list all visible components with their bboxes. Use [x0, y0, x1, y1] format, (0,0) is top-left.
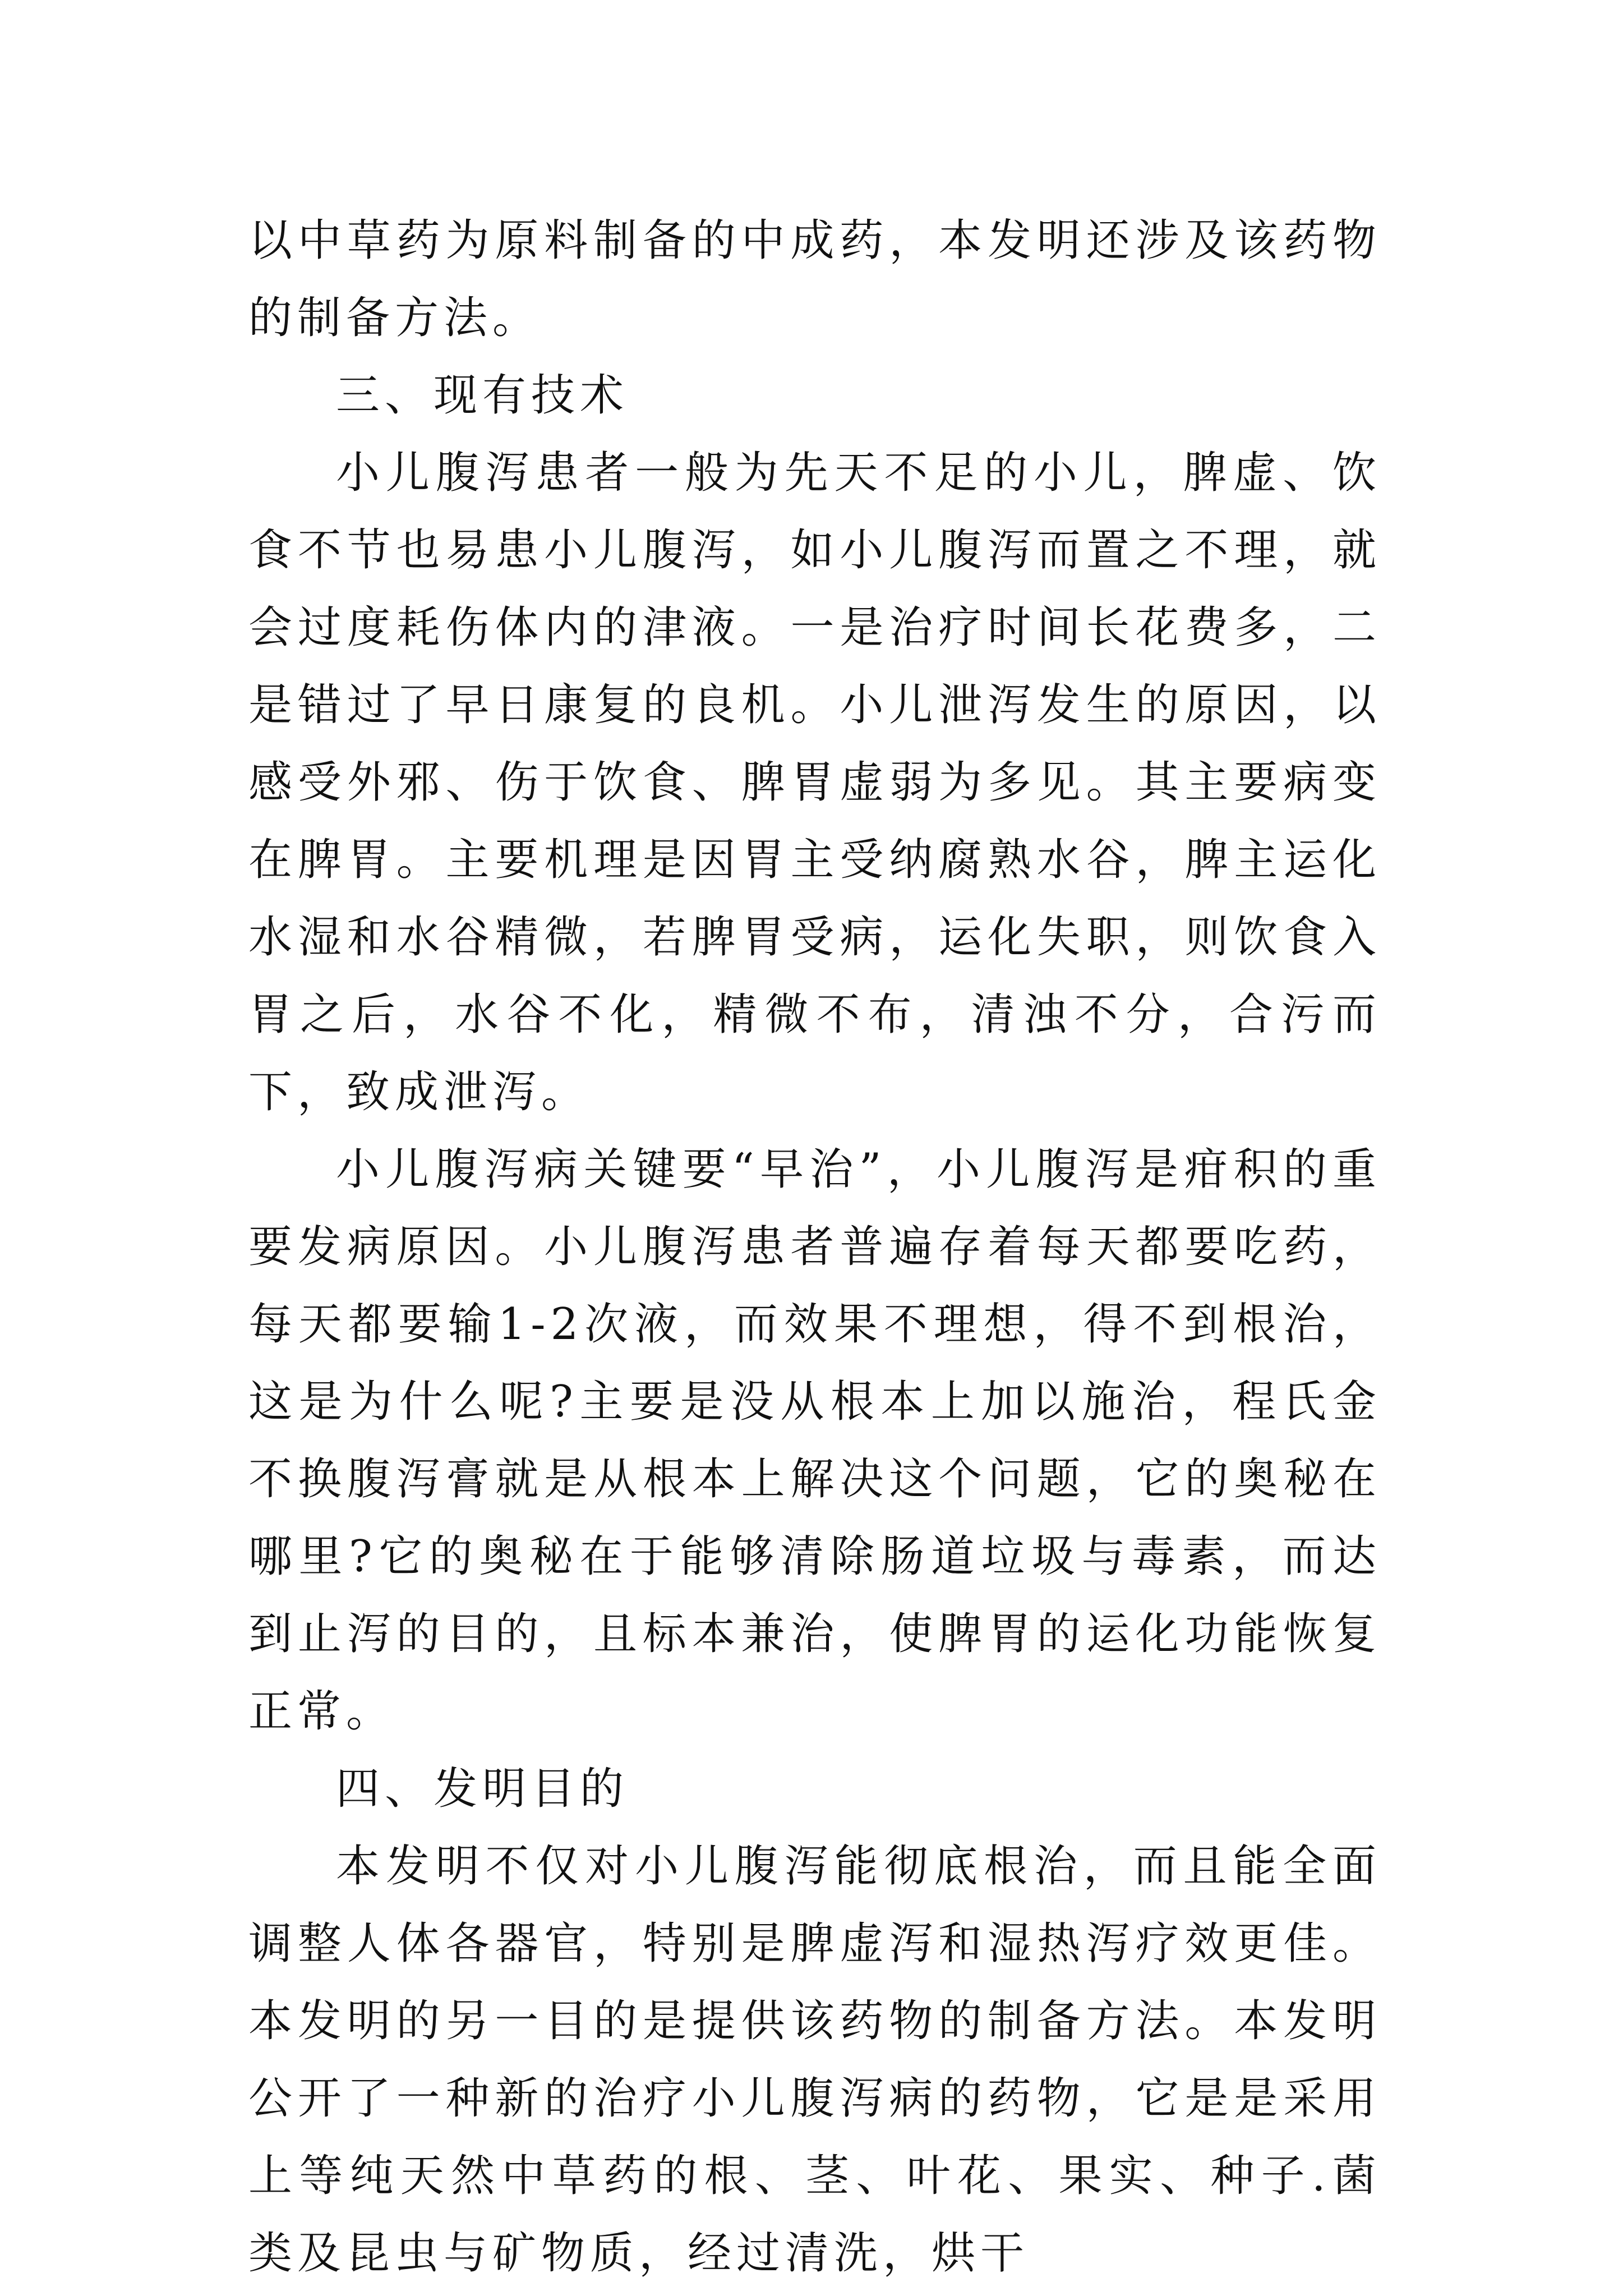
section-heading-prior-art: 三、现有技术: [336, 370, 629, 421]
paragraph-prior-art-1: 小儿腹泻患者一般为先天不足的小儿，脾虚、饮食不节也易患小儿腹泻，如小儿腹泻而置之不理，就会过度耗伤体内的津液。一是治疗时间长花费多，二是错过了早日康复的良机。小儿泄泻发生的原因，以感受外邪、伤于饮食、脾胃虚弱为多见。其主要病变在脾胃。主要机理是因胃主受纳腐熟水谷，脾主运化水湿和水谷精微，若脾胃受病，运化失职，则饮食入胃之后，水谷不化，精微不布，清浊不分，合污而下，致成泄泻。: [248, 448, 1381, 1117]
section-heading-invention-purpose: 四、发明目的: [336, 1764, 629, 1814]
paragraph-invention-purpose: 本发明不仅对小儿腹泻能彻底根治，而且能全面调整人体各器官，特别是脾虚泻和湿热泻疗效更佳。本发明的另一目的是提供该药物的制备方法。本发明公开了一种新的治疗小儿腹泻病的药物，它是是采用上等纯天然中草药的根、茎、叶花、果实、种子.菌类及昆虫与矿物质，经过清洗，烘干: [248, 1841, 1381, 2279]
paragraph-prior-art-2: 小儿腹泻病关键要“早治”，小儿腹泻是疳积的重要发病原因。小儿腹泻患者普遍存着每天都要吃药，每天都要输1-2次液，而效果不理想，得不到根治，这是为什么呢?主要是没从根本上加以施治，程氏金不换腹泻膏就是从根本上解决这个问题，它的奥秘在哪里?它的奥秘在于能够清除肠道垃圾与毒素，而达到止泻的目的，且标本兼治，使脾胃的运化功能恢复正常。: [248, 1144, 1381, 1737]
document-body: [248, 202, 1381, 2292]
paragraph-intro-continuation: 以中草药为原料制备的中成药，本发明还涉及该药物的制备方法。: [248, 215, 1381, 343]
